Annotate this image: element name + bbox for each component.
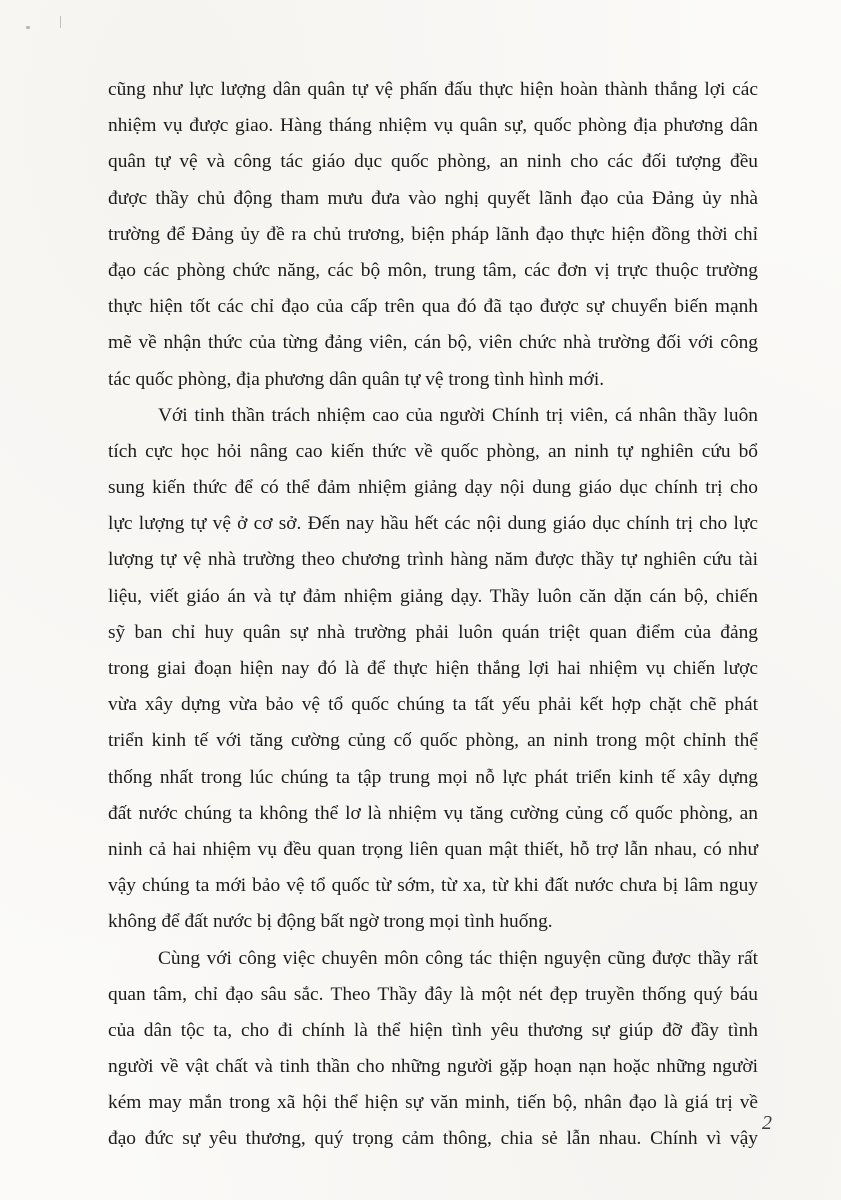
text-line: đạo các phòng chức năng, các bộ môn, trung tâm, các đơn vị trực thuộc trường xyxy=(108,259,758,281)
text-line: tích cực học hỏi nâng cao kiến thức về quốc phòng, an ninh tự nghiên cứu bổ xyxy=(108,440,758,462)
text-line: triển kinh tế với tăng cường củng cố quốc phòng, an ninh trong một chỉnh thể xyxy=(108,730,758,752)
text-line: đạo đức sự yêu thương, quý trọng cảm thông, chia sẻ lẫn nhau. Chính vì vậy xyxy=(108,1128,758,1150)
document-body xyxy=(108,72,758,1158)
text-line: được thầy chủ động tham mưu đưa vào nghị quyết lãnh đạo của Đảng ủy nhà xyxy=(108,187,758,209)
text-line: trường để Đảng ủy đề ra chủ trương, biện pháp lãnh đạo thực hiện đồng thời chỉ xyxy=(108,223,758,245)
page-number: 2 xyxy=(762,1112,772,1134)
text-line: quân tự vệ và công tác giáo dục quốc phòng, an ninh cho các đối tượng đều xyxy=(108,151,758,173)
text-line: trong giai đoạn hiện nay đó là để thực hiện thắng lợi hai nhiệm vụ chiến lược xyxy=(108,658,758,679)
text-line: của dân tộc ta, cho đi chính là thể hiện tình yêu thương sự giúp đỡ đầy tình xyxy=(108,1019,758,1041)
scan-speck xyxy=(60,16,61,28)
text-line: thực hiện tốt các chỉ đạo của cấp trên qua đó đã tạo được sự chuyển biến mạnh xyxy=(108,296,758,318)
text-line: thống nhất trong lúc chúng ta tập trung mọi nỗ lực phát triển kinh tế xây dựng xyxy=(108,766,758,788)
paragraph-2 xyxy=(108,398,758,941)
text-line: quan tâm, chỉ đạo sâu sắc. Theo Thầy đây là một nét đẹp truyền thống quý báu xyxy=(108,983,758,1005)
text-line: mẽ về nhận thức của từng đảng viên, cán bộ, viên chức nhà trường đối với công xyxy=(108,332,758,354)
text-line: sung kiến thức để có thể đảm nhiệm giảng dạy nội dung giáo dục chính trị cho xyxy=(108,477,758,499)
text-line: lượng tự vệ nhà trường theo chương trình hàng năm được thầy tự nghiên cứu tài xyxy=(108,549,758,571)
scan-speck xyxy=(26,26,30,29)
text-line: liệu, viết giáo án và tự đảm nhiệm giảng dạy. Thầy luôn căn dặn cán bộ, chiến xyxy=(108,585,758,607)
text-line: Cùng với công việc chuyên môn công tác thiện nguyện cũng được thầy rất xyxy=(158,947,758,969)
text-line: vậy chúng ta mới bảo vệ tổ quốc từ sớm, từ xa, từ khi đất nước chưa bị lâm nguy xyxy=(108,875,758,897)
paragraph-1 xyxy=(108,72,758,398)
text-line: kém may mắn trong xã hội thể hiện sự văn minh, tiến bộ, nhân đạo là giá trị về xyxy=(108,1092,758,1114)
text-line: không để đất nước bị động bất ngờ trong mọi tình huống. xyxy=(108,911,553,933)
text-line: lực lượng tự vệ ở cơ sở. Đến nay hầu hết các nội dung giáo dục chính trị cho lực xyxy=(108,513,758,535)
text-line: ninh cả hai nhiệm vụ đều quan trọng liên quan mật thiết, hỗ trợ lẫn nhau, có như xyxy=(108,838,758,860)
paragraph-3 xyxy=(108,941,758,1158)
text-line: nhiệm vụ được giao. Hàng tháng nhiệm vụ quân sự, quốc phòng địa phương dân xyxy=(108,115,758,137)
text-line: vừa xây dựng vừa bảo vệ tổ quốc chúng ta tất yếu phải kết hợp chặt chẽ phát xyxy=(108,694,758,716)
text-line: tác quốc phòng, địa phương dân quân tự vệ trong tình hình mới. xyxy=(108,368,605,390)
text-line: người về vật chất và tinh thần cho những người gặp hoạn nạn hoặc những người xyxy=(108,1056,758,1078)
text-line: đất nước chúng ta không thể lơ là nhiệm vụ tăng cường củng cố quốc phòng, an xyxy=(108,802,758,824)
text-line: cũng như lực lượng dân quân tự vệ phấn đấu thực hiện hoàn thành thắng lợi các xyxy=(108,79,758,100)
text-line: Với tinh thần trách nhiệm cao của người Chính trị viên, cá nhân thầy luôn xyxy=(158,404,758,426)
text-line: sỹ ban chỉ huy quân sự nhà trường phải luôn quán triệt quan điểm của đảng xyxy=(108,621,758,643)
